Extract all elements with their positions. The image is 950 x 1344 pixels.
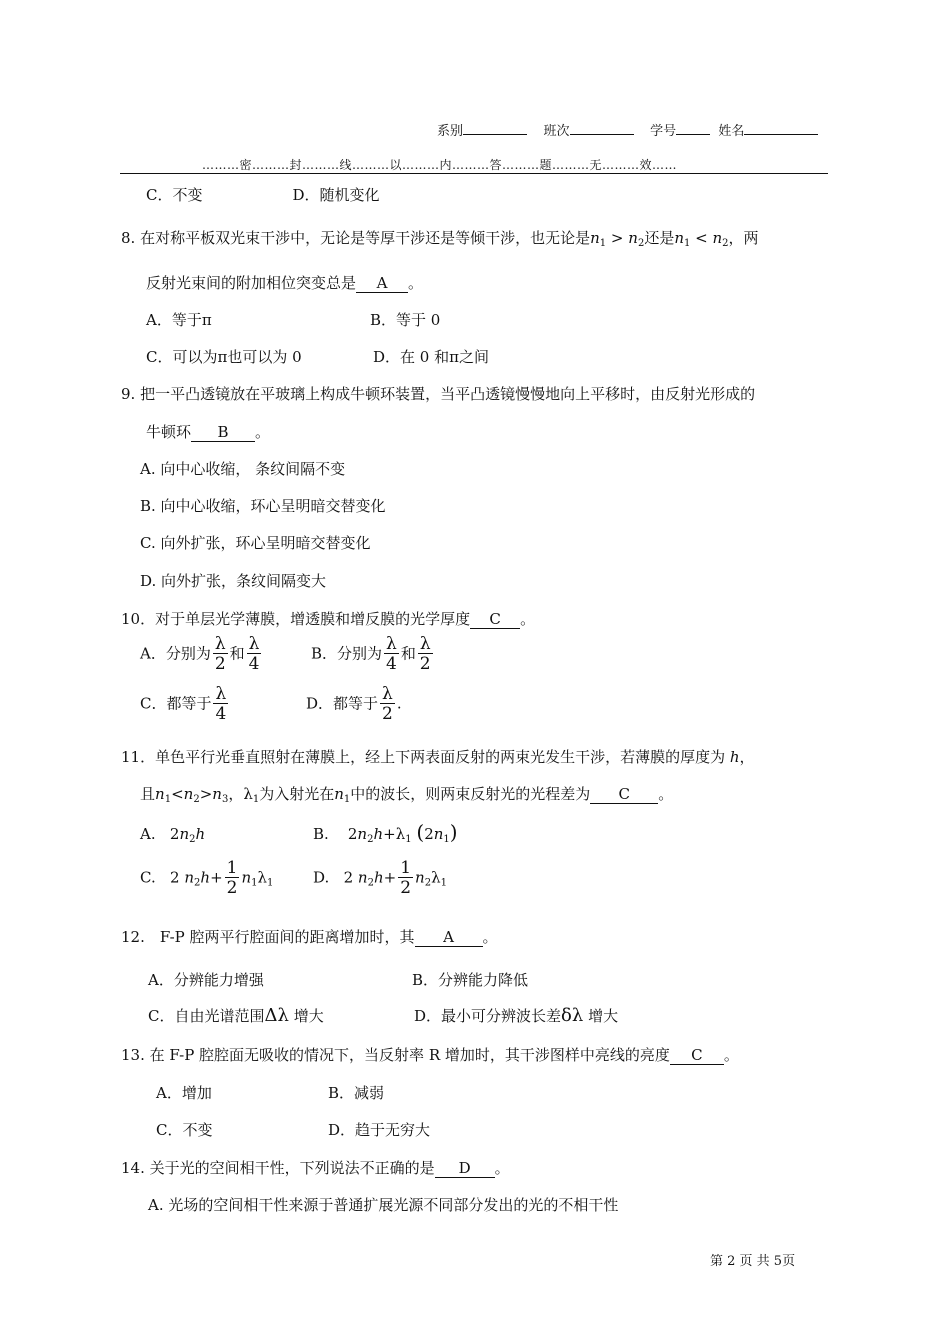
q9-answer: B [191,423,255,442]
q12-option-d: D．最小可分辨波长差δλ 增大 [414,1005,619,1026]
q13-option-a: A．增加 [156,1084,212,1102]
q7-options-cd: C．不变 D．随机变化 [146,186,380,204]
q11-option-d: D. 2 $n_2h+$ $\frac{1}{2}$ $n_2\lambda_1$ [313,858,447,898]
q12-answer: A [415,928,483,947]
q9-option-d: D. 向外扩张，条纹间隔变大 [140,572,327,590]
name-blank[interactable] [744,120,818,135]
page-number: 第 2 页 共 5页 [710,1254,796,1269]
q11-line1: 11．单色平行光垂直照射在薄膜上，经上下两表面反射的两束光发生干涉，若薄膜的厚度为 h， [121,748,755,766]
student-id-blank[interactable] [676,120,710,135]
q10-option-c: C．都等于 $\frac{\lambda}{4}$ [140,684,227,724]
q14-line: 14. 关于光的空间相干性，下列说法不正确的是 D 。 [121,1159,510,1177]
dept-blank[interactable] [463,120,527,135]
q11-option-b: B. $2n_2h+\lambda_1$ $(2n_1)$ [313,820,458,845]
class-blank[interactable] [570,120,634,135]
q13-answer: C [670,1046,724,1065]
q12-line: 12. F-P 腔两平行腔面间的距离增加时，其 A 。 [121,928,498,946]
q11-answer: C [590,785,658,804]
q12-option-b: B．分辨能力降低 [412,971,529,989]
q13-option-b: B．减弱 [328,1084,385,1102]
q8-option-d: D．在 0 和π之间 [373,348,489,366]
q10-option-a: A．分别为 $\frac{\lambda}{2}$ 和 $\frac{\lambda}{4}$ [140,634,260,674]
q8-option-a: A．等于π [146,311,212,329]
q14-option-a: A. 光场的空间相干性来源于普通扩展光源不同部分发出的光的不相干性 [148,1196,619,1214]
q12-option-c: C．自由光谱范围Δλ 增大 [148,1005,324,1026]
q8-line2: 反射光束间的附加相位突变总是 A 。 [146,274,424,292]
header-fields [437,120,818,139]
q11-line2: 且$n_1<n_2>n_3$，$\lambda_1$为入射光在$n_1$中的波长，则两束反射光的光程差为 C 。 [140,785,674,805]
q9-option-a: A. 向中心收缩， 条纹间隔不变 [140,460,346,478]
q13-option-d: D．趋于无穷大 [328,1121,431,1139]
student-id-label: 学号 [650,124,677,139]
dept-label: 系别 [437,124,464,139]
q10-line: 10．对于单层光学薄膜，增透膜和增反膜的光学厚度 C 。 [121,610,536,628]
seal-divider [120,173,828,174]
q8-line1: 8. 在对称平板双光束干涉中，无论是等厚干涉还是等倾干涉，也无论是$n_1 > n_2$还是$n_1 < n_2$，两 [121,229,759,249]
q8-option-c: C．可以为π也可以为 0 [146,348,302,366]
q9-line2: 牛顿环 B 。 [146,423,271,441]
q8-answer: A [356,274,408,293]
q9-option-b: B. 向中心收缩，环心呈明暗交替变化 [140,497,386,515]
q8-option-b: B．等于 0 [370,311,441,329]
q10-answer: C [470,610,520,629]
q11-option-c: C. 2 $n_2h+$ $\frac{1}{2}$ $n_1\lambda_1$ [140,858,274,898]
seal-line-text: ………密………封………线………以………内………答………题………无………效…… [202,158,678,172]
class-label: 班次 [543,124,570,139]
name-label: 姓名 [718,124,745,139]
q14-answer: D [435,1159,495,1178]
q10-option-d: D．都等于 $\frac{\lambda}{2}$ . [306,684,402,724]
q12-option-a: A．分辨能力增强 [148,971,264,989]
q10-option-b: B．分别为 $\frac{\lambda}{4}$ 和 $\frac{\lambda}{2}$ [311,634,431,674]
q11-option-a: A. $2n_2h$ [140,825,206,845]
q9-line1: 9. 把一平凸透镜放在平玻璃上构成牛顿环装置，当平凸透镜慢慢地向上平移时，由反射光形成的 [121,385,756,403]
q9-option-c: C. 向外扩张，环心呈明暗交替变化 [140,534,371,552]
q13-option-c: C．不变 [156,1121,213,1139]
q13-line: 13. 在 F-P 腔腔面无吸收的情况下，当反射率 R 增加时，其干涉图样中亮线的亮度 C 。 [121,1046,739,1064]
